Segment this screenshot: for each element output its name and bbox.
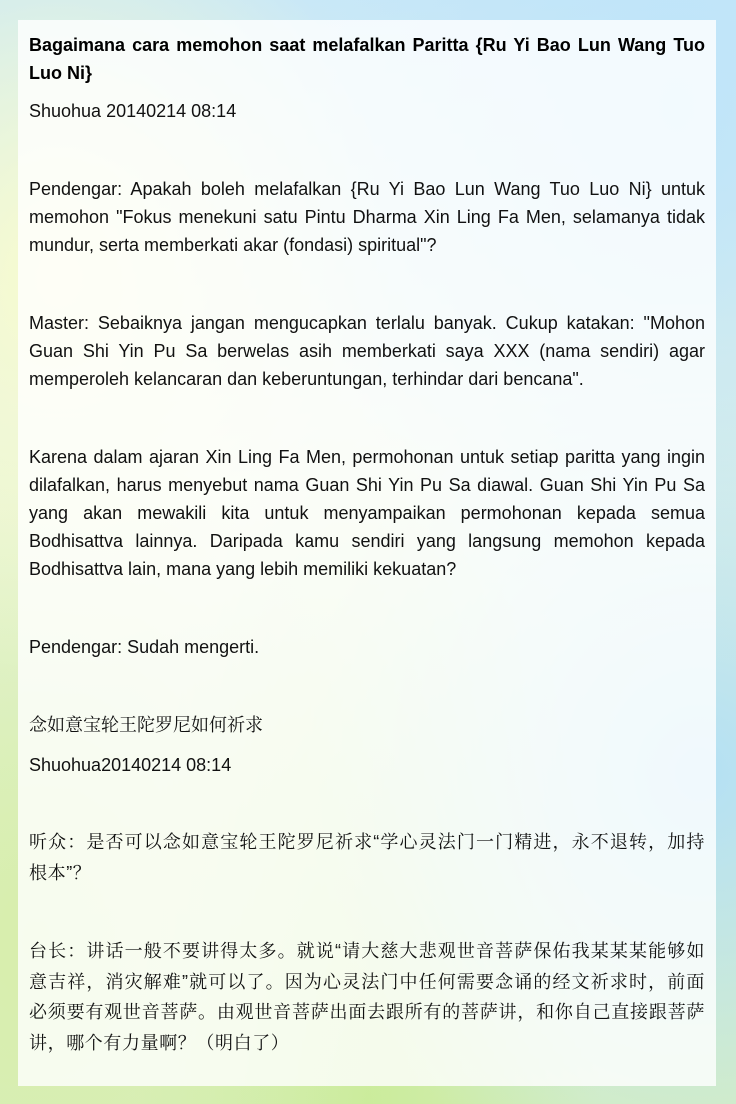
paragraph-listener-question: Pendengar: Apakah boleh melafalkan {Ru Yi Bao Lun Wang Tuo Luo Ni} untuk memohon "Fokus menekuni satu Pintu Dharma Xin Ling Fa Men, selamanya tidak mundur, serta memberkati akar (fondasi) spiritual"? bbox=[29, 179, 705, 255]
article-indonesian bbox=[29, 31, 705, 661]
article-chinese bbox=[29, 711, 705, 1058]
article-title-cn: 念如意宝轮王陀罗尼如何祈求 bbox=[29, 715, 263, 735]
paragraph-listener-understood: Pendengar: Sudah mengerti. bbox=[29, 637, 260, 657]
paragraph-master-answer: Master: Sebaiknya jangan mengucapkan terlalu banyak. Cukup katakan: "Mohon Guan Shi Yin Pu Sa berwelas asih memberkati saya XXX (nama sendiri) agar memperoleh kelancaran dan keberuntungan, terhindar dari bencana". bbox=[29, 313, 705, 389]
paragraph-master-answer-cn: 台长：讲话一般不要讲得太多。就说“请大慈大悲观世音菩萨保佑我某某某能够如意吉祥，消灾解难”就可以了。因为心灵法门中任何需要念诵的经文祈求时，前面必须要有观世音菩萨。由观世音菩萨出面去跟所有的菩萨讲，和你自己直接跟菩萨讲，哪个有力量啊？（明白了） bbox=[29, 941, 705, 1053]
article-title: Bagaimana cara memohon saat melafalkan Paritta {Ru Yi Bao Lun Wang Tuo Luo Ni} bbox=[29, 35, 705, 83]
article-byline-cn: Shuohua20140214 08:14 bbox=[29, 755, 232, 775]
article-byline: Shuohua 20140214 08:14 bbox=[29, 101, 237, 121]
paragraph-listener-question-cn: 听众：是否可以念如意宝轮王陀罗尼祈求“学心灵法门一门精进，永不退转，加持根本”？ bbox=[29, 832, 705, 883]
paragraph-explanation: Karena dalam ajaran Xin Ling Fa Men, permohonan untuk setiap paritta yang ingin dilafalkan, harus menyebut nama Guan Shi Yin Pu Sa diawal. Guan Shi Yin Pu Sa yang akan mewakili kita untuk menyampaikan permohonan kepada semua Bodhisattva lainnya. Daripada kamu sendiri yang langsung memohon kepada Bodhisattva lain, mana yang lebih memiliki kekuatan? bbox=[29, 447, 705, 579]
article-panel bbox=[18, 20, 716, 1086]
